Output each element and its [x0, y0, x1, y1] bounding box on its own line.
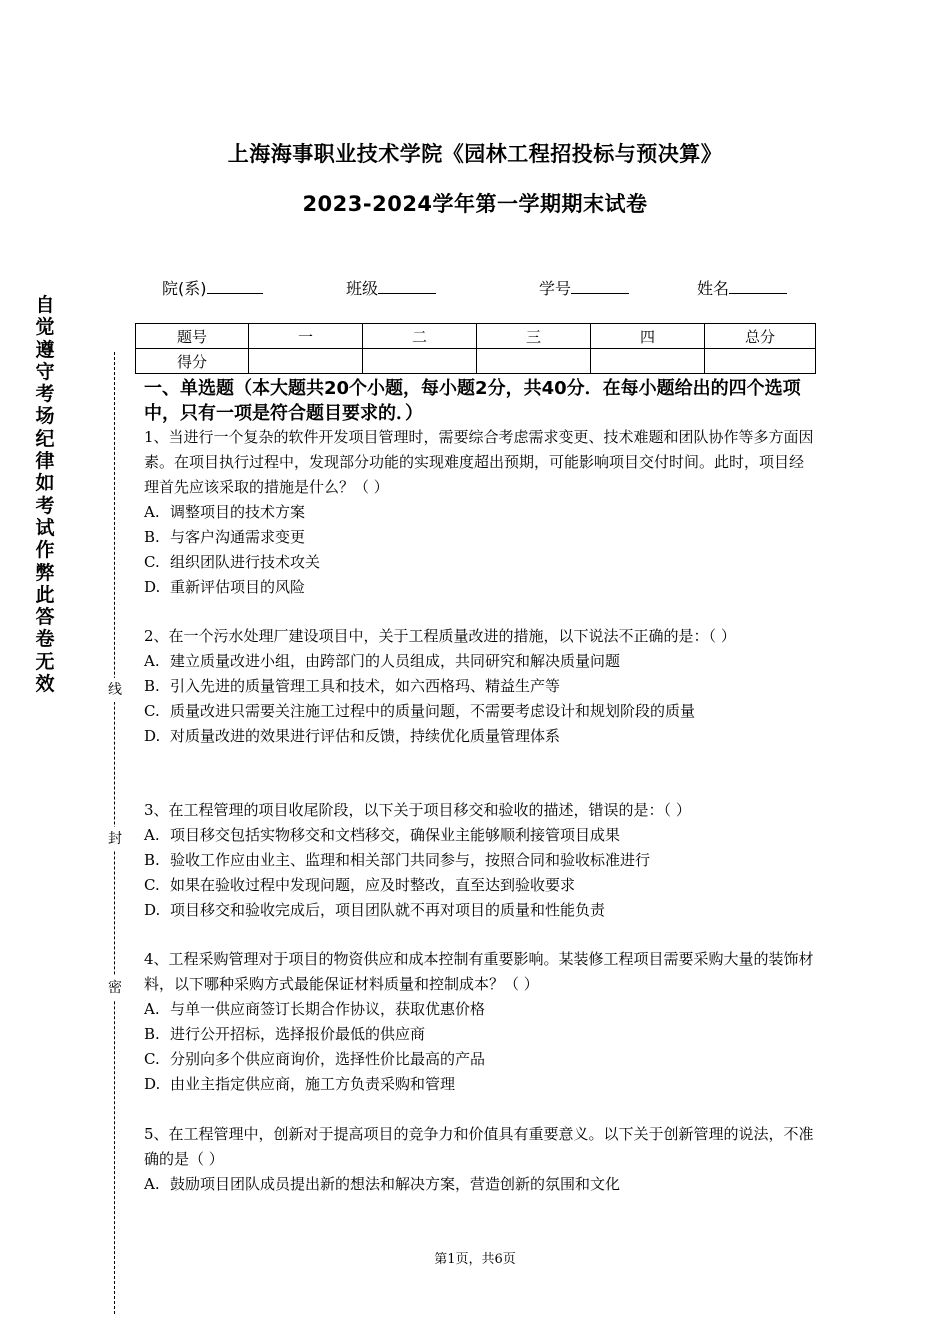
option-a[interactable] [144, 1172, 816, 1197]
question-3 [144, 798, 816, 923]
student-id-field[interactable] [539, 276, 629, 299]
exam-title-line2: 2023-2024学年第一学期期末试卷 [302, 192, 648, 216]
option-text: 项目移交包括实物移交和文档移交，确保业主能够顺利接管项目成果 [170, 826, 621, 844]
seal-char-line: 线 [104, 678, 126, 702]
question-stem: 5、在工程管理中，创新对于提高项目的竞争力和价值具有重要意义。以下关于创新管理的说法，不准确的是（ ） [144, 1125, 814, 1168]
class-field[interactable] [346, 276, 436, 299]
option-letter: C. [144, 702, 160, 720]
option-d[interactable] [144, 898, 816, 923]
notice-char: 如 [35, 472, 55, 495]
option-letter: A. [144, 826, 160, 844]
student-id-label: 学号 [539, 279, 572, 298]
option-text: 进行公开招标，选择报价最低的供应商 [170, 1025, 426, 1043]
option-a[interactable] [144, 823, 816, 848]
option-c[interactable] [144, 550, 816, 575]
option-letter: A. [144, 1000, 160, 1018]
option-letter: C. [144, 1050, 160, 1068]
option-letter: A. [144, 503, 160, 521]
notice-char: 觉 [35, 316, 55, 339]
option-letter: B. [144, 1025, 160, 1043]
option-letter: D. [144, 727, 161, 745]
question-4 [144, 947, 816, 1097]
page-number: 第1页，共6页 [434, 1252, 516, 1267]
option-d[interactable] [144, 724, 816, 749]
option-letter: B. [144, 677, 160, 695]
notice-char: 试 [35, 516, 55, 539]
option-b[interactable] [144, 525, 816, 550]
option-d[interactable] [144, 1072, 816, 1097]
option-letter: B. [144, 528, 160, 546]
name-field[interactable] [697, 276, 787, 299]
option-d[interactable] [144, 575, 816, 600]
dept-label: 院(系) [162, 279, 207, 298]
option-a[interactable] [144, 649, 816, 674]
notice-char: 弊 [35, 561, 55, 584]
notice-char: 场 [35, 405, 55, 428]
option-c[interactable] [144, 873, 816, 898]
score-table [135, 323, 816, 374]
option-text: 建立质量改进小组，由跨部门的人员组成，共同研究和解决质量问题 [170, 652, 621, 670]
option-a[interactable] [144, 997, 816, 1022]
notice-char: 自 [35, 294, 55, 316]
score-row-label: 得分 [136, 349, 249, 374]
option-text: 如果在验收过程中发现问题，应及时整改，直至达到验收要求 [170, 876, 576, 894]
section-heading: 一、单选题（本大题共20个小题，每小题2分，共40分．在每小题给出的四个选项中，只有一项是符合题目要求的．） [144, 378, 801, 424]
option-b[interactable] [144, 1022, 816, 1047]
option-letter: D. [144, 1075, 161, 1093]
score-cell[interactable] [705, 349, 816, 374]
option-text: 分别向多个供应商询价，选择性价比最高的产品 [170, 1050, 486, 1068]
option-text: 组织团队进行技术攻关 [170, 553, 321, 571]
question-5 [144, 1122, 816, 1197]
question-stem: 1、当进行一个复杂的软件开发项目管理时，需要综合考虑需求变更、技术难题和团队协作等多方面因素。在项目执行过程中，发现部分功能的实现难度超出预期，可能影响项目交付时间。此时，项目经理首先应该采取的措施是什么？（ ） [144, 428, 814, 496]
notice-char: 无 [35, 650, 55, 673]
option-b[interactable] [144, 674, 816, 699]
option-letter: B. [144, 851, 160, 869]
notice-char: 考 [35, 383, 55, 406]
option-c[interactable] [144, 1047, 816, 1072]
option-text: 对质量改进的效果进行评估和反馈，持续优化质量管理体系 [170, 727, 561, 745]
question-1 [144, 425, 816, 600]
score-header-cell: 题号 [136, 324, 249, 349]
score-cell[interactable] [363, 349, 477, 374]
score-cell[interactable] [591, 349, 705, 374]
score-table-header-row [136, 324, 816, 349]
notice-char: 遵 [35, 338, 55, 361]
score-header-cell: 四 [591, 324, 705, 349]
score-cell[interactable] [249, 349, 363, 374]
option-text: 质量改进只需要关注施工过程中的质量问题，不需要考虑设计和规划阶段的质量 [170, 702, 696, 720]
notice-char: 考 [35, 494, 55, 517]
seal-char-seal: 封 [104, 827, 126, 851]
score-cell[interactable] [477, 349, 591, 374]
notice-char: 答 [35, 606, 55, 629]
question-2 [144, 624, 816, 749]
notice-char: 律 [35, 450, 55, 473]
question-stem: 2、在一个污水处理厂建设项目中，关于工程质量改进的措施，以下说法不正确的是：（ ） [144, 627, 736, 645]
notice-char: 作 [35, 539, 55, 562]
option-text: 与单一供应商签订长期合作协议，获取优惠价格 [170, 1000, 486, 1018]
notice-char: 效 [35, 673, 55, 696]
option-letter: D. [144, 578, 161, 596]
option-letter: C. [144, 553, 160, 571]
option-letter: C. [144, 876, 160, 894]
score-header-cell: 一 [249, 324, 363, 349]
seal-char-secret: 密 [104, 976, 126, 1000]
option-letter: A. [144, 1175, 160, 1193]
option-b[interactable] [144, 848, 816, 873]
option-c[interactable] [144, 699, 816, 724]
option-letter: D. [144, 901, 161, 919]
option-a[interactable] [144, 500, 816, 525]
notice-char: 纪 [35, 427, 55, 450]
question-stem: 4、工程采购管理对于项目的物资供应和成本控制有重要影响。某装修工程项目需要采购大量的装饰材料，以下哪种采购方式最能保证材料质量和控制成本？（ ） [144, 950, 814, 993]
option-letter: A. [144, 652, 160, 670]
option-text: 由业主指定供应商，施工方负责采购和管理 [170, 1075, 456, 1093]
exam-integrity-notice [34, 294, 56, 695]
score-header-cell: 总分 [705, 324, 816, 349]
option-text: 与客户沟通需求变更 [170, 528, 306, 546]
dept-field[interactable] [162, 276, 263, 299]
option-text: 调整项目的技术方案 [170, 503, 306, 521]
question-stem: 3、在工程管理的项目收尾阶段，以下关于项目移交和验收的描述，错误的是：（ ） [144, 801, 691, 819]
name-label: 姓名 [697, 279, 730, 298]
score-header-cell: 二 [363, 324, 477, 349]
option-text: 项目移交和验收完成后，项目团队就不再对项目的质量和性能负责 [170, 901, 606, 919]
notice-char: 此 [35, 583, 55, 606]
score-header-cell: 三 [477, 324, 591, 349]
notice-char: 守 [35, 360, 55, 383]
option-text: 验收工作应由业主、监理和相关部门共同参与，按照合同和验收标准进行 [170, 851, 651, 869]
exam-title-line1: 上海海事职业技术学院《园林工程招投标与预决算》 [227, 142, 723, 166]
notice-char: 卷 [35, 628, 55, 651]
class-label: 班级 [346, 279, 379, 298]
score-table-score-row [136, 349, 816, 374]
option-text: 重新评估项目的风险 [170, 578, 306, 596]
option-text: 鼓励项目团队成员提出新的想法和解决方案，营造创新的氛围和文化 [170, 1175, 621, 1193]
option-text: 引入先进的质量管理工具和技术，如六西格玛、精益生产等 [170, 677, 561, 695]
